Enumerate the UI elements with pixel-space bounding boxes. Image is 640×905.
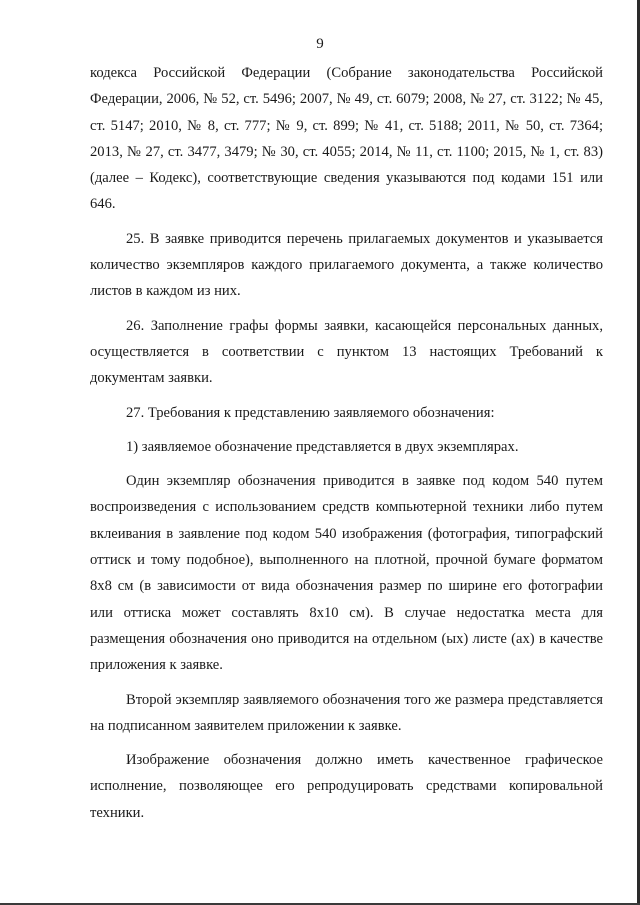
paragraph-subitem-1: 1) заявляемое обозначение представляется в двух экземплярах. [126,438,519,455]
paragraph-item-25: 25. В заявке приводится перечень прилагаемых документов и указывается количество экземпляров каждого прилагаемого документа, а также количество листов в каждом из них. [90,230,603,300]
paragraph-image-quality: Изображение обозначения должно иметь качественное графическое исполнение, позволяющее его репродуцировать средствами копировальной техники. [90,752,603,821]
paragraph-first-copy: Один экземпляр обозначения приводится в заявке под кодом 540 путем воспроизведения с использованием средств компьютерной техники либо путем вклеивания в заявление под кодом 540 изображения (фотография, типографский оттиск и тому подобное), выполненного на плотной, прочной бумаге форматом 8х8 см (в зависимости от вида обозначения размер по ширине его фотографии или оттиска может составлять 8х10 см). В случае недостатка места для размещения обозначения оно приводится на отдельном (ых) листе (ах) в качестве приложения к заявке. [90,473,603,674]
paragraph-item-27: 27. Требования к представлению заявляемого обозначения: [126,404,495,421]
document-body [90,60,603,826]
paragraph-item-26: 26. Заполнение графы формы заявки, касающейся персональных данных, осуществляется в соответствии с пунктом 13 настоящих Требований к документам заявки. [90,317,603,387]
paragraph-second-copy: Второй экземпляр заявляемого обозначения того же размера представляется на подписанном заявителем приложении к заявке. [90,691,603,734]
paragraph-continuation: кодекса Российской Федерации (Собрание законодательства Российской Федерации, 2006, № 52, ст. 5496; 2007, № 49, ст. 6079; 2008, № 27, ст. 3122; № 45, ст. 5147; 2010, № 8, ст. 777; № 9, ст. 899; № 41, ст. 5188; 2011, № 50, ст. 7364; 2013, № 27, ст. 3477, 3479; № 30, ст. 4055; 2014, № 11, ст. 1100; 2015, № 1, ст. 83) (далее – Кодекс), соответствующие сведения указываются под кодами 151 или 646. [90,65,603,213]
page-number: 9 [316,36,324,52]
